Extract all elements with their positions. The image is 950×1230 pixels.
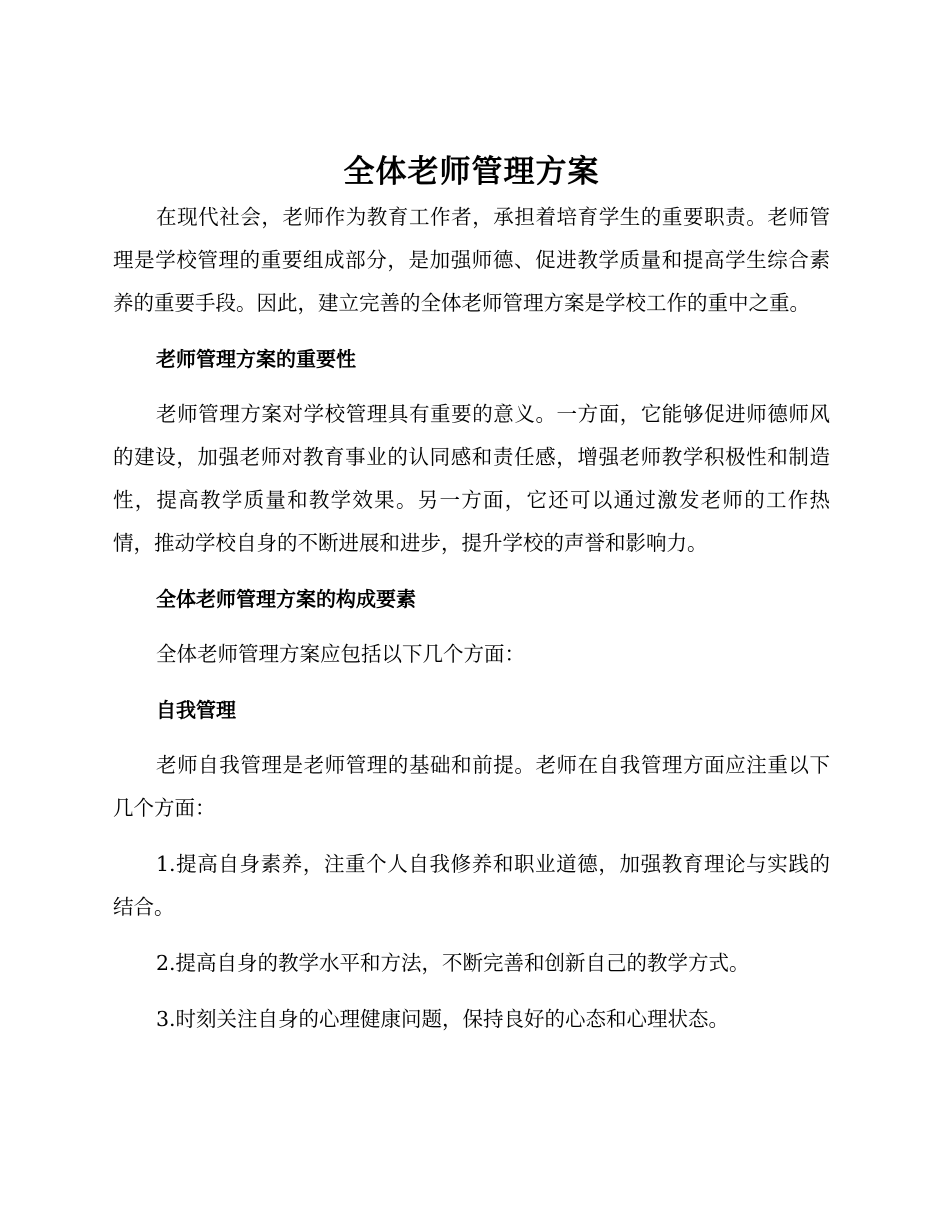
intro-paragraph: 在现代社会，老师作为教育工作者，承担着培育学生的重要职责。老师管理是学校管理的重要组成部分，是加强师德、促进教学质量和提高学生综合素养的重要手段。因此，建立完善的全体老师管理方案是学校工作的重中之重。: [113, 205, 830, 315]
self-management-paragraph: 老师自我管理是老师管理的基础和前提。老师在自我管理方面应注重以下几个方面：: [113, 753, 830, 820]
importance-paragraph: 老师管理方案对学校管理具有重要的意义。一方面，它能够促进师德师风的建设，加强老师对教育事业的认同感和责任感，增强老师教学积极性和制造性，提高教学质量和教学效果。另一方面，它还可以通过激发老师的工作热情，推动学校自身的不断进展和进步，提升学校的声誉和影响力。: [113, 402, 830, 555]
document-title: 全体老师管理方案: [343, 154, 600, 190]
list-item: 1.提高自身素养，注重个人自我修养和职业道德，加强教育理论与实践的结合。: [113, 852, 830, 919]
section-heading-importance: 老师管理方案的重要性: [156, 347, 356, 371]
section-heading-elements: 全体老师管理方案的构成要素: [156, 587, 416, 611]
list-item: 2.提高自身的教学水平和方法，不断完善和创新自己的教学方式。: [156, 951, 750, 975]
list-item: 3.时刻关注自身的心理健康问题，保持良好的心态和心理状态。: [156, 1007, 730, 1031]
elements-paragraph: 全体老师管理方案应包括以下几个方面：: [156, 642, 525, 666]
section-heading-self-management: 自我管理: [156, 698, 236, 722]
document-page: [113, 148, 830, 1041]
